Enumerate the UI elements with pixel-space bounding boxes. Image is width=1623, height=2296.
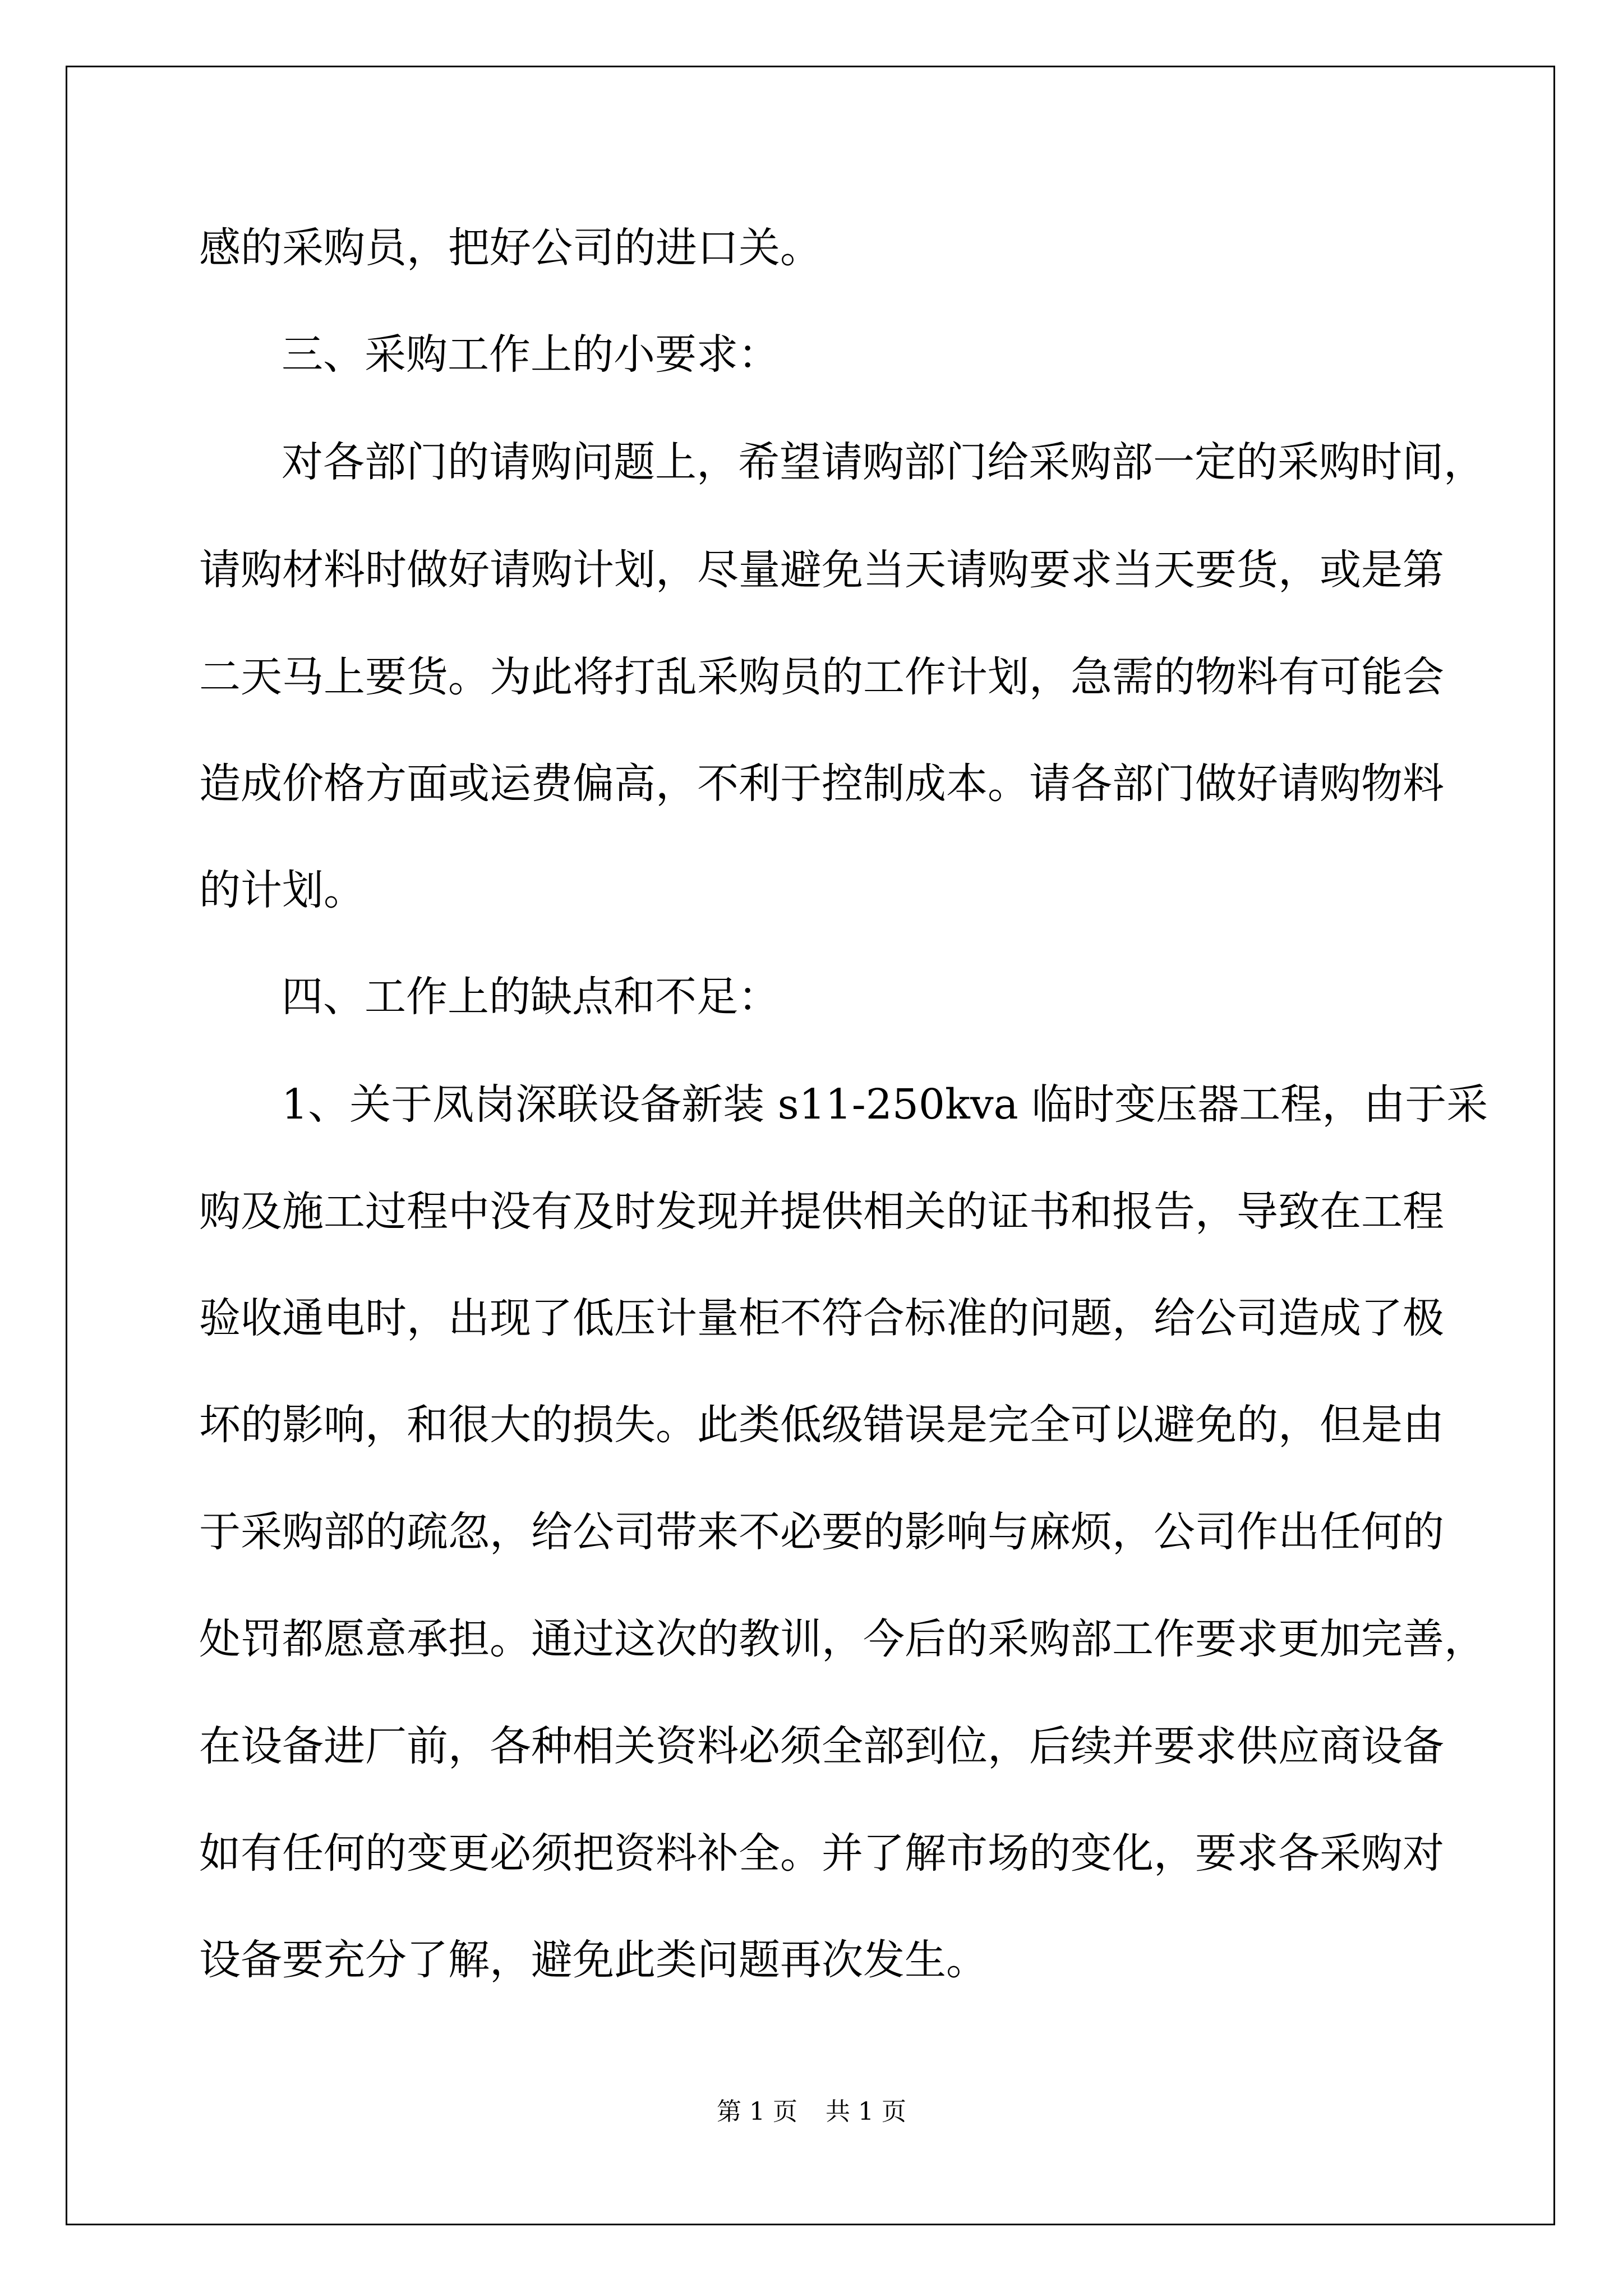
body-line-4: 请购材料时做好请购计划，尽量避免当天请购要求当天要货，或是第 [199,546,1444,594]
body-line-10: 购及施工过程中没有及时发现并提供相关的证书和报告，导致在工程 [199,1188,1444,1236]
body-line-16: 如有任何的变更必须把资料补全。并了解市场的变化，要求各采购对 [199,1829,1444,1878]
page-border [66,66,1555,2225]
body-line-3: 对各部门的请购问题上，希望请购部门给采购部一定的采购时间， [282,438,1485,486]
body-line-6: 造成价格方面或运费偏高，不利于控制成本。请各部门做好请购物料 [199,760,1444,808]
body-line-15: 在设备进厂前，各种相关资料必须全部到位，后续并要求供应商设备 [199,1722,1444,1770]
page-total-label: 共 1 页 [826,2097,906,2126]
body-line-17: 设备要充分了解，避免此类问题再次发生。 [199,1936,988,1984]
body-line-9: 1、关于凤岗深联设备新装 s11-250kva 临时变压器工程，由于采 [282,1080,1488,1129]
heading-section-4: 四、工作上的缺点和不足： [282,973,780,1021]
body-line-1: 感的采购员，把好公司的进口关。 [199,224,822,272]
body-line-7: 的计划。 [199,866,365,914]
body-line-13: 于采购部的疏忽，给公司带来不必要的影响与麻烦，公司作出任何的 [199,1508,1444,1556]
page-footer [0,2095,1623,2129]
body-line-5: 二天马上要货。为此将打乱采购员的工作计划，急需的物料有可能会 [199,653,1444,701]
body-line-11: 验收通电时，出现了低压计量柜不符合标准的问题，给公司造成了极 [199,1294,1444,1342]
page-number-label: 第 1 页 [717,2097,797,2126]
body-line-12: 坏的影响，和很大的损失。此类低级错误是完全可以避免的，但是由 [199,1401,1444,1449]
heading-section-3: 三、采购工作上的小要求： [282,330,780,379]
body-line-14: 处罚都愿意承担。通过这次的教训，今后的采购部工作要求更加完善， [199,1615,1486,1663]
